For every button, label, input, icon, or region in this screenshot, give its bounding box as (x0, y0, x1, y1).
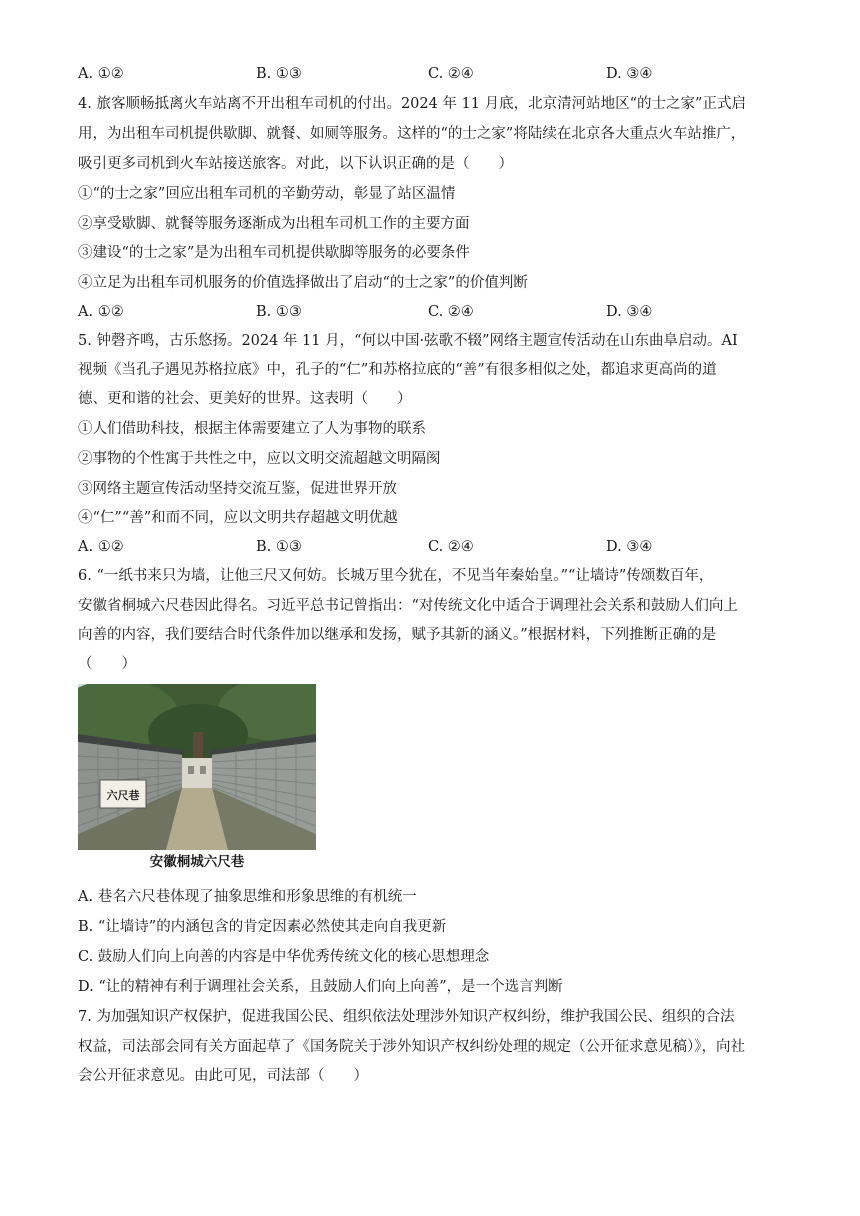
q6-option-d[interactable]: D. “让的精神有利于调理社会关系，且鼓励人们向上向善”，是一个选言判断 (78, 979, 563, 995)
q6-stem-line: 6. “一纸书来只为墙，让他三尺又何妨。长城万里今犹在，不见当年秦始皇。”“让墙诗”传颂数百年， (78, 568, 714, 584)
photo-caption: 安徽桐城六尺巷 (149, 854, 245, 870)
q5-item-4: ④“仁”“善”和而不同，应以文明共存超越文明优越 (78, 510, 398, 526)
q6-option-c[interactable]: C. 鼓励人们向上向善的内容是中华优秀传统文化的核心思想理念 (78, 949, 490, 965)
q4-option-b[interactable]: B. ①③ (256, 304, 302, 320)
q3-options (78, 64, 778, 84)
q7-stem-line: 权益，司法部会同有关方面起草了《国务院关于涉外知识产权纠纷处理的规定（公开征求意见稿）》，向社 (78, 1039, 745, 1055)
q3-option-b[interactable]: B. ①③ (256, 66, 302, 82)
photo-sign-text: 六尺巷 (106, 789, 140, 802)
q6-stem-line: 向善的内容，我们要结合时代条件加以继承和发扬，赋予其新的涵义。”根据材料，下列推断正确的是 (78, 627, 717, 643)
q5-stem-line: 5. 钟磬齐鸣，古乐悠扬。2024 年 11 月，“何以中国·弦歌不辍”网络主题宣传活动在山东曲阜启动。AI (78, 333, 738, 349)
q3-option-c[interactable]: C. ②④ (428, 66, 474, 82)
q3-option-d[interactable]: D. ③④ (606, 66, 653, 82)
q6-stem-line: 安徽省桐城六尺巷因此得名。习近平总书记曾指出：“对传统文化中适合于调理社会关系和鼓励人们向上 (78, 598, 738, 614)
q6-stem-line: （ ） (78, 656, 136, 672)
q5-stem-line: 视频《当孔子遇见苏格拉底》中，孔子的“仁”和苏格拉底的“善”有很多相似之处，都追求更高尚的道 (78, 362, 717, 378)
q4-stem-line: 用，为出租车司机提供歇脚、就餐、如厕等服务。这样的“的士之家”将陆续在北京各大重点火车站推广， (78, 126, 746, 142)
q4-option-c[interactable]: C. ②④ (428, 304, 474, 320)
q6-option-b[interactable]: B. “让墙诗”的内涵包含的肯定因素必然使其走向自我更新 (78, 919, 447, 935)
q5-item-1: ①人们借助科技，根据主体需要建立了人为事物的联系 (78, 421, 426, 437)
q4-item-2: ②享受歇脚、就餐等服务逐渐成为出租车司机工作的主要方面 (78, 216, 470, 232)
q5-option-d[interactable]: D. ③④ (606, 539, 653, 555)
q5-item-2: ②事物的个性寓于共性之中，应以文明交流超越文明隔阂 (78, 451, 441, 467)
q7-stem-line: 7. 为加强知识产权保护，促进我国公民、组织依法处理涉外知识产权纠纷，维护我国公民、组织的合法 (78, 1009, 735, 1025)
q4-options (78, 302, 778, 322)
q5-item-3: ③网络主题宣传活动坚持交流互鉴，促进世界开放 (78, 481, 397, 497)
q5-stem-line: 德、更和谐的社会、更美好的世界。这表明（ ） (78, 391, 412, 407)
q4-option-a[interactable]: A. ①② (78, 304, 124, 320)
q4-stem-line: 吸引更多司机到火车站接送旅客。对此，以下认识正确的是（ ） (78, 156, 513, 172)
q4-item-1: ①“的士之家”回应出租车司机的辛勤劳动，彰显了站区温情 (78, 186, 456, 202)
q4-option-d[interactable]: D. ③④ (606, 304, 653, 320)
q5-options (78, 537, 778, 557)
q3-option-a[interactable]: A. ①② (78, 66, 124, 82)
q5-option-b[interactable]: B. ①③ (256, 539, 302, 555)
alley-photo (78, 684, 316, 850)
q4-item-4: ④立足为出租车司机服务的价值选择做出了启动“的士之家”的价值判断 (78, 275, 528, 291)
q5-option-c[interactable]: C. ②④ (428, 539, 474, 555)
q7-stem-line: 会公开征求意见。由此可见，司法部（ ） (78, 1068, 368, 1084)
q5-option-a[interactable]: A. ①② (78, 539, 124, 555)
q4-stem-line: 4. 旅客顺畅抵离火车站离不开出租车司机的付出。2024 年 11 月底，北京清河站地区“的士之家”正式启 (78, 96, 746, 112)
q4-item-3: ③建设“的士之家”是为出租车司机提供歇脚等服务的必要条件 (78, 245, 470, 261)
q6-option-a[interactable]: A. 巷名六尺巷体现了抽象思维和形象思维的有机统一 (78, 889, 417, 905)
